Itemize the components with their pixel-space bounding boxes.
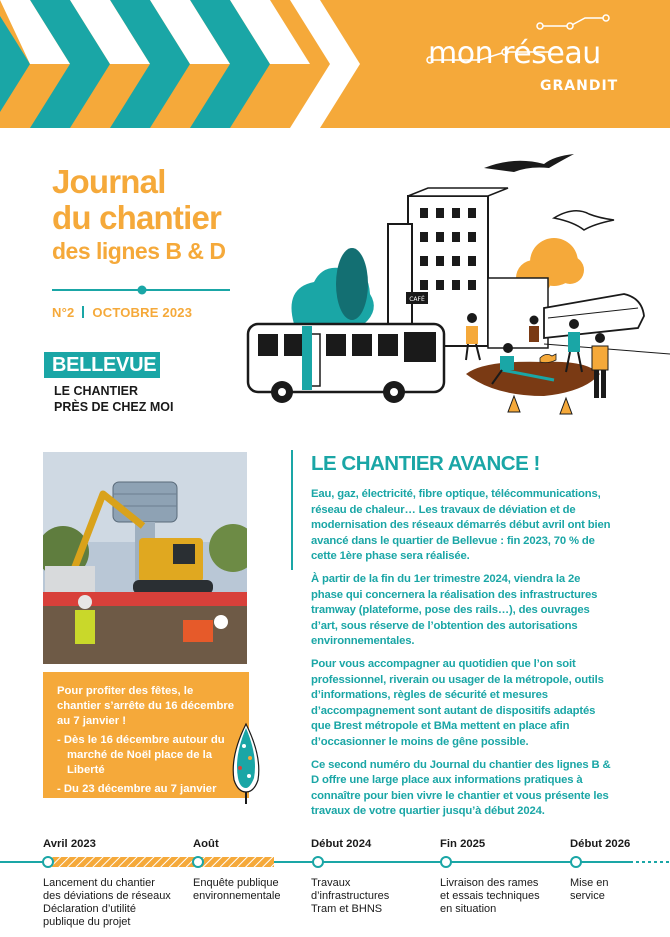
project-timeline	[0, 832, 670, 937]
brand-name: mon réseau	[428, 36, 601, 71]
article-paragraph-2: À partir de la fin du 1er trimestre 2024, viendra la 2e phase qui concernera la réalisation des infrastructures tramway (plateforme, pose des rails…), des ouvrages d’art, sous réserve de l’obtention des autorisations environnementales.	[311, 572, 598, 648]
timeline-desc-5: Mise en service	[570, 877, 609, 902]
holiday-break-item-1: - Dès le 16 décembre autour du marché de Noël place de la Liberté	[57, 734, 225, 776]
article-paragraph-4: Ce second numéro du Journal du chantier des lignes B & D offre une large place aux informations pratiques à connaître pour bien vivre le chantier et vous présente les travaux de votre quartier jusqu’à début 2024.	[311, 758, 611, 818]
christmas-tree-icon	[228, 722, 264, 804]
article-paragraph-1: Eau, gaz, électricité, fibre optique, télécommunications, réseau de chaleur… Les travaux de déviation et de modernisation des réseaux démarrés début avril ont bien avancé dans le quartier de Bellevue : fin 2023, 70 % de cette 1ère phase sera réalisée.	[311, 488, 611, 563]
area-caption-line-2: PRÈS DE CHEZ MOI	[54, 400, 174, 414]
title-line-3: des lignes B & D	[52, 238, 226, 264]
title-line-2: du chantier	[52, 199, 222, 236]
brand-tagline: GRANDIT	[540, 78, 619, 94]
holiday-break-box	[43, 672, 249, 810]
area-caption	[54, 383, 173, 415]
article-accent-bar	[291, 450, 293, 570]
timeline-date-2: Août	[193, 838, 219, 850]
timeline-date-4: Fin 2025	[440, 838, 486, 850]
brand-logo	[428, 30, 628, 110]
issue-separator	[82, 306, 84, 318]
area-badge: BELLEVUE	[44, 352, 160, 378]
title-divider	[52, 284, 230, 296]
worksite-photo	[43, 452, 247, 664]
issue-date: OCTOBRE 2023	[92, 305, 193, 320]
article-title: LE CHANTIER AVANCE !	[311, 452, 540, 475]
area-caption-line-1: LE CHANTIER	[54, 384, 139, 398]
article-body	[311, 487, 611, 827]
timeline-desc-2: Enquête publique environnementale	[193, 877, 281, 902]
holiday-break-intro: Pour profiter des fêtes, le chantier s’arrête du 16 décembre au 7 janvier !	[57, 685, 235, 727]
bird-icon	[484, 154, 574, 172]
journal-title	[52, 164, 242, 266]
issue-info	[52, 305, 192, 320]
timeline-desc-4: Livraison des rames et essais techniques en situation	[440, 877, 540, 915]
header-banner	[0, 0, 670, 128]
cafe-sign: CAFÉ	[409, 296, 425, 303]
holiday-break-item-2: - Du 23 décembre au 7 janvier dans tous les quartiers	[57, 783, 217, 810]
title-line-1: Journal	[52, 163, 166, 200]
issue-number: N°2	[52, 305, 75, 320]
timeline-date-5: Début 2026	[570, 838, 631, 850]
timeline-desc-3: Travaux d’infrastructures Tram et BHNS	[311, 877, 390, 915]
timeline-desc-1: Lancement du chantier des déviations de réseaux Déclaration d’utilité publique du projet	[43, 877, 171, 928]
timeline-date-3: Début 2024	[311, 838, 372, 850]
worksite-illustration	[244, 148, 670, 426]
chevron-pattern	[0, 0, 360, 128]
article-paragraph-3: Pour vous accompagner au quotidien que l’on soit professionnel, riverain ou usager de la métropole, outils d’informations, règles de sécurité et mesures d’accompagnement sont autant de dispositifs adaptés que Brest métropole et BMa mettent en place afin d’occasionner le moins de gêne possible.	[311, 657, 604, 748]
timeline-date-1: Avril 2023	[43, 838, 96, 850]
